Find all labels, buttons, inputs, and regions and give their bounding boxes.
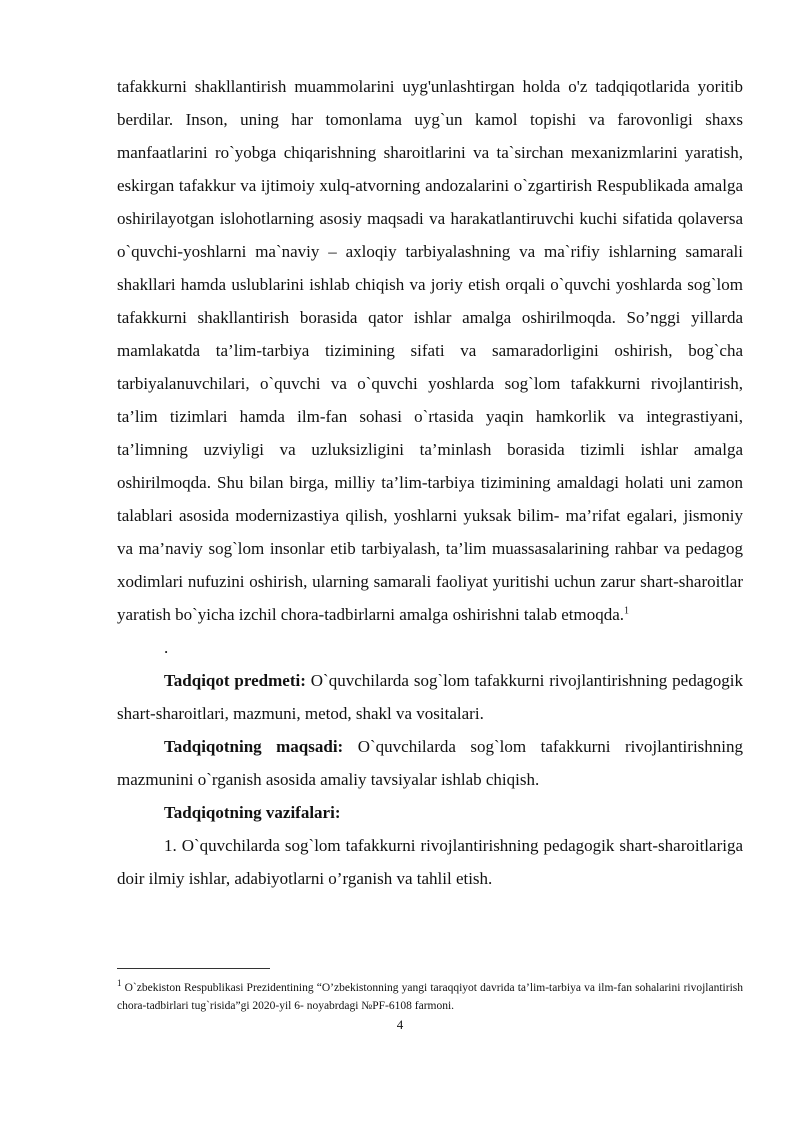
research-tasks-heading-text: Tadqiqotning vazifalari: — [164, 803, 341, 822]
research-tasks-heading — [117, 796, 743, 829]
research-goal-text: O`quvchilarda sog`lom tafakkurni rivojlantirishning mazmunini o`rganish asosida amaliy tavsiyalar ishlab chiqish. — [117, 737, 744, 789]
intro-paragraph-text: tafakkurni shakllantirish muammolarini uyg'unlashtirgan holda o'z tadqiqotlarida yoritib berdilar. Inson, uning har tomonlama uyg`un kamol topishi va farovonligi shaxs manfaatlarini ro`yobga chiqarishning sharoitlarini va ta`sirchan mexanizmlarini yaratish, eskirgan tafakkur va ijtimoiy xulq-atvorning andozalarini o`zgartirish Respublikada amalga oshirilayotgan islohotlarning asosiy maqsadi va harakatlantiruvchi kuchi sifatida qolaversa o`quvchi-yoshlarni ma`naviy – axloqiy tarbiyalashning va ma`rifiy ishlarning samarali shakllari hamda uslublarini ishlab chiqish va joriy etish orqali o`quvchi yoshlarda sog`lom tafakkurni shakllantirish borasida qator ishlar amalga oshirilmoqda. So’nggi yillarda mamlakatda ta’lim-tarbiya tizimining sifati va samaradorligini oshirish, bog`cha tarbiyalanuvchilari, o`quvchi va o`quvchi yoshlarda sog`lom tafakkurni rivojlantirish, ta’lim tizimlari hamda ilm-fan sohasi o`rtasida yaqin hamkorlik va integrastiyani, ta’limning uzviyligi va uzluksizligini ta’minlash borasida tizimli ishlar amalga oshirilmoqda. Shu bilan birga, milliy ta’lim-tarbiya tizimining amaldagi holati uni zamon talablari asosida modernizastiya qilish, yoshlarni yuksak bilim- ma’rifat egalari, jismoniy va ma’naviy sog`lom insonlar etib tarbiyalash, ta’lim muassasalarining rahbar va pedagog xodimlari nufuzini oshirish, ularning samarali faoliyat yuritishi uchun zarur shart-sharoitlar yaratish bo`yicha izchil chora-tadbirlarni amalga oshirishni talab etmoqda. — [117, 77, 743, 624]
research-task-item: 1. O`quvchilarda sog`lom tafakkurni rivojlantirishning pedagogik shart-sharoitlariga doir ilmiy ishlar, adabiyotlarni o’rganish va tahlil etish. — [117, 836, 743, 888]
footnote-text: O`zbekiston Respublikasi Prezidentining “O’zbekistonning yangi taraqqiyot davrida ta’lim-tarbiya va ilm-fan sohalarini rivojlantirish chora-tadbirlari tug`risida”gi 2020-yil 6- noyabrdagi №PF-6108 farmoni. — [117, 982, 743, 1012]
intro-paragraph — [117, 70, 743, 631]
page-number: 4 — [396, 1017, 404, 1032]
footnote-reference[interactable]: 1 — [624, 605, 629, 617]
footnote-number: 1 — [117, 978, 122, 989]
stray-dot: . — [164, 638, 169, 657]
document-page — [117, 70, 743, 895]
research-goal-label: Tadqiqotning maqsadi: — [164, 737, 344, 756]
research-goal-paragraph — [117, 730, 743, 796]
research-subject-text: O`quvchilarda sog`lom tafakkurni rivojlantirishning pedagogik shart-sharoitlari, mazmuni, metod, shakl va vositalari. — [117, 671, 743, 723]
footnote-separator — [117, 968, 270, 969]
research-subject-label: Tadqiqot predmeti: — [164, 671, 306, 690]
research-subject-paragraph — [117, 664, 743, 730]
footnote — [117, 979, 743, 1015]
